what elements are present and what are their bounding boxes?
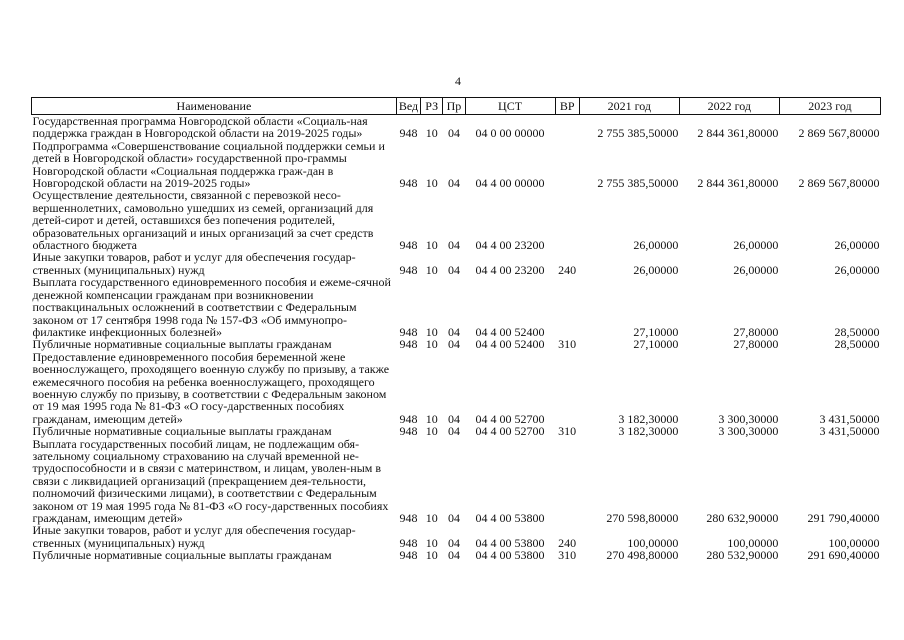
row-vr [555,140,579,190]
row-2021: 27,10000 [633,324,679,339]
row-2022: 280 532,90000 [706,548,779,563]
row-2021: 26,00000 [633,238,679,253]
row-cst: 04 4 00 00000 [475,176,545,191]
header-cst: ЦСТ [465,98,555,115]
row-2022: 27,80000 [733,337,779,352]
row-cst: 04 4 00 53800 [475,511,545,525]
table-row [32,276,881,338]
row-cst: 04 4 00 53800 [475,548,545,563]
table-row [32,338,881,350]
row-vr [555,115,579,140]
header-2023: 2023 год [779,98,880,115]
row-ved: 948 [399,262,418,277]
row-ved: 948 [399,424,418,439]
row-vr [555,438,579,525]
header-2022: 2022 год [679,98,779,115]
row-2023: 28,50000 [834,324,880,339]
row-cst: 04 0 00 00000 [475,126,545,141]
row-cst: 04 4 00 23200 [475,262,545,277]
row-name: Иные закупки товаров, работ и услуг для обеспечения государ-ственных (муниципальных) нужд [32,250,356,277]
row-2022: 27,80000 [733,324,779,339]
header-vr: ВР [555,98,579,115]
row-2023: 26,00000 [834,238,880,253]
header-pr: Пр [443,98,465,115]
row-name: Иные закупки товаров, работ и услуг для обеспечения государ-ственных (муниципальных) нужд [32,523,356,550]
table-row [32,549,881,561]
row-pr: 04 [447,511,460,525]
row-pr: 04 [447,337,460,352]
row-rz: 10 [425,337,438,352]
row-vr: 240 [558,262,577,277]
row-name: Осуществление деятельности, связанной с перевозкой несо-вершеннолетних, самовольно ушедших из семей, организаций для детей-сирот и детей, оставшихся без попечения родителей, образовательных организаций и иных организаций за счет средств областного бюджета [32,188,374,253]
row-ved: 948 [399,176,418,191]
row-2021: 270 498,80000 [606,548,679,563]
row-ved: 948 [399,511,418,525]
row-2021: 270 598,80000 [606,511,679,525]
row-name: Публичные нормативные социальные выплаты гражданам [32,548,332,563]
row-rz: 10 [425,126,438,141]
row-rz: 10 [425,262,438,277]
row-ved: 948 [399,238,418,253]
row-vr [555,189,579,251]
row-2021: 3 182,30000 [618,411,679,426]
row-cst: 04 4 00 53800 [475,535,545,550]
row-pr: 04 [447,535,460,550]
row-2021: 100,00000 [627,535,679,550]
row-2021: 3 182,30000 [618,424,679,439]
row-ved: 948 [399,535,418,550]
row-2022: 26,00000 [733,238,779,253]
row-2023: 3 431,50000 [819,424,880,439]
header-rz: РЗ [421,98,443,115]
row-name: Подпрограмма «Совершенствование социальной поддержки семьи и детей в Новгородской области» государственной про-граммы Новгородской области «Социальная поддержка граж-дан в Новгородской области на 2019-2025 годы» [32,138,385,191]
row-name: Публичные нормативные социальные выплаты гражданам [32,424,332,439]
row-2021: 2 755 385,50000 [597,176,679,191]
row-name: Выплата государственного единовременного пособия и ежеме-сячной денежной компенсации гражданам при возникновении поствакцинальных осложнений в соответствии с Федеральным законом от 17 сентября 1998 года № 157-ФЗ «Об иммунопро-филактике инфекционных болезней» [32,275,391,339]
row-2023: 2 869 567,80000 [798,176,880,191]
row-pr: 04 [447,424,460,439]
row-2022: 2 844 361,80000 [697,126,779,141]
table-row [32,351,881,425]
row-cst: 04 4 00 52400 [475,337,545,352]
header-2021: 2021 год [579,98,679,115]
row-rz: 10 [425,424,438,439]
row-rz: 10 [425,548,438,563]
table-header-row [32,98,881,115]
row-2022: 280 632,90000 [706,511,779,525]
row-name: Государственная программа Новгородской области «Социаль-ная поддержка граждан в Новгородской области на 2019-2025 годы» [32,114,368,141]
table-row [32,115,881,140]
row-vr [555,276,579,338]
row-vr [555,351,579,425]
table-row [32,189,881,251]
row-pr: 04 [447,411,460,426]
row-cst: 04 4 00 52700 [475,411,545,426]
row-2022: 3 300,30000 [718,411,779,426]
row-name: Публичные нормативные социальные выплаты гражданам [32,337,332,352]
row-ved: 948 [399,548,418,563]
row-rz: 10 [425,238,438,253]
row-ved: 948 [399,411,418,426]
row-cst: 04 4 00 52400 [475,324,545,339]
row-2023: 2 869 567,80000 [798,126,880,141]
row-rz: 10 [425,176,438,191]
table-row [32,524,881,549]
row-pr: 04 [447,176,460,191]
row-vr: 310 [558,424,577,439]
table-row [32,425,881,437]
row-rz: 10 [425,411,438,426]
row-2021: 2 755 385,50000 [597,126,679,141]
row-vr: 310 [558,337,577,352]
table-row [32,251,881,276]
row-rz: 10 [425,535,438,550]
row-2023: 28,50000 [834,337,880,352]
row-2021: 26,00000 [633,262,679,277]
row-ved: 948 [399,324,418,339]
budget-table [31,97,881,562]
row-ved: 948 [399,337,418,352]
page-number: 4 [455,74,461,88]
row-pr: 04 [447,324,460,339]
table-row [32,438,881,525]
row-cst: 04 4 00 52700 [475,424,545,439]
row-2023: 291 690,40000 [807,548,880,563]
row-rz: 10 [425,324,438,339]
row-vr: 310 [558,548,577,563]
row-2022: 26,00000 [733,262,779,277]
row-2023: 3 431,50000 [819,411,880,426]
row-2023: 26,00000 [834,262,880,277]
row-2023: 100,00000 [828,535,880,550]
row-2022: 2 844 361,80000 [697,176,779,191]
row-pr: 04 [447,262,460,277]
row-pr: 04 [447,126,460,141]
row-2022: 3 300,30000 [718,424,779,439]
row-pr: 04 [447,238,460,253]
row-2021: 27,10000 [633,337,679,352]
row-vr: 240 [558,535,577,550]
row-cst: 04 4 00 23200 [475,238,545,253]
header-ved: Вед [396,98,420,115]
row-ved: 948 [399,126,418,141]
row-rz: 10 [425,511,438,525]
row-2022: 100,00000 [727,535,779,550]
row-name: Выплата государственных пособий лицам, не подлежащим обя-зательному социальному страхованию на случай временной не-трудоспособности и в связи с материнством, и лицам, уволен-ным в связи с ликвидацией организаций (прекращением дея-тельности, полномочий физическими лицами), в соответствии с Федеральным законом от 19 мая 1995 года № 81-ФЗ «О госу-дарственных пособиях гражданам, имеющим детей» [32,436,389,525]
header-name: Наименование [32,98,397,115]
row-2023: 291 790,40000 [807,511,880,525]
row-pr: 04 [447,548,460,563]
table-row [32,140,881,190]
row-name: Предоставление единовременного пособия беременной жене военнослужащего, проходящего военную службу по призыву, а также ежемесячного пособия на ребенка военнослужащего, проходящего военную службу по призыву, в соответствии с Федеральным законом от 19 мая 1995 года № 81-ФЗ «О госу-дарственных пособиях гражданам, имеющим детей» [32,349,390,426]
